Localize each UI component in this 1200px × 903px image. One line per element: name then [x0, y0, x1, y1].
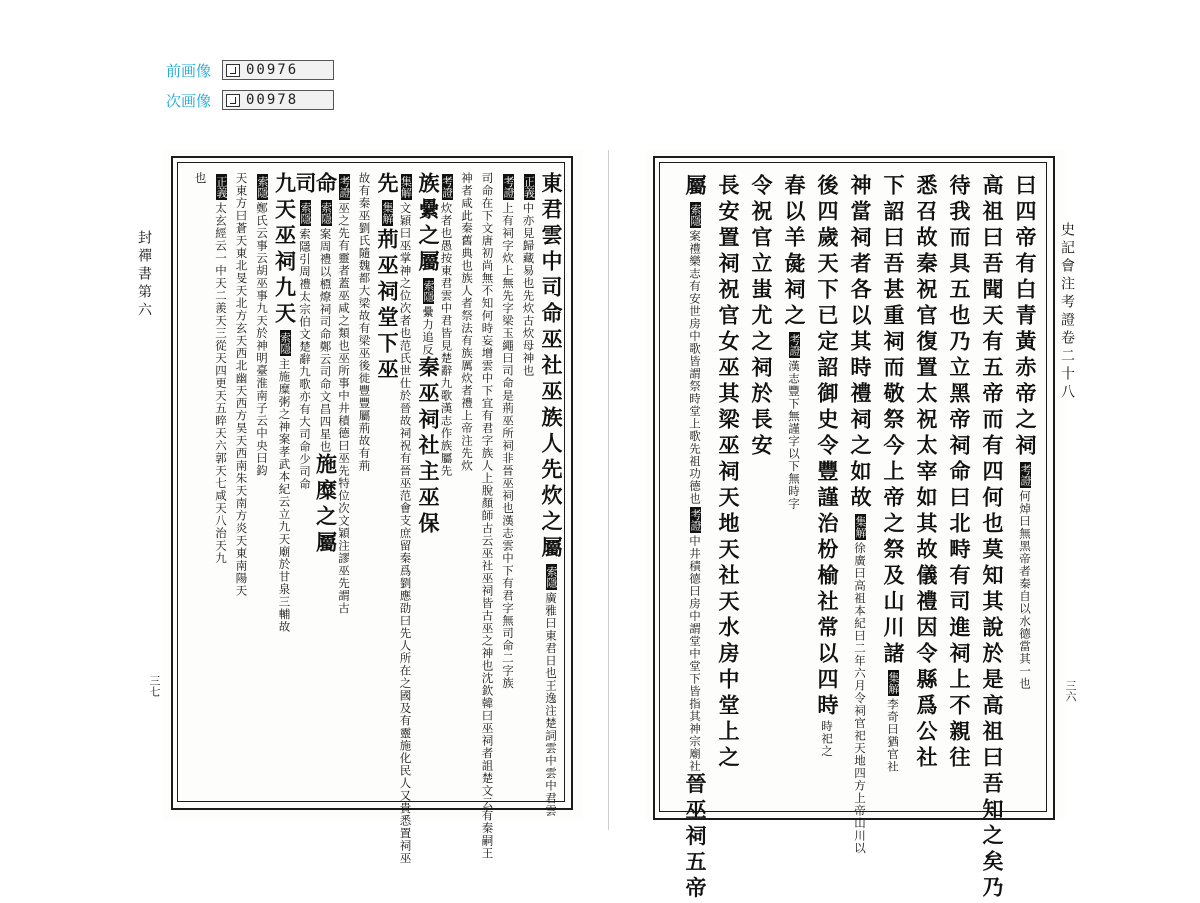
annotation-tag: 考證 [502, 176, 515, 198]
text-column [193, 172, 209, 185]
text-column [295, 172, 316, 491]
right-book-page [645, 150, 1077, 903]
text-column [418, 172, 439, 538]
left-page-title: 封禪書第六 [136, 230, 152, 320]
annotation-tag: 正義 [522, 176, 536, 198]
commentary-text: 天東方曰蒼天東北旻天北方玄天西北幽天西方昊天西南朱天南方炎天東南陽天 [234, 172, 249, 597]
text-column [949, 174, 970, 772]
text-column [521, 172, 537, 377]
commentary-text: 故有秦巫劉氏隨魏都大梁故有梁巫後徙豐豐屬荊故有荊 [357, 172, 372, 472]
text-column [313, 172, 339, 557]
commentary-text: 漢志豐下無謹字以下無時字 [787, 360, 801, 510]
commentary-text: 漢志雲中下有君字無司命二字族 [501, 514, 515, 690]
main-text: 令祝官立蚩尤之祠於長安 [749, 174, 774, 460]
annotation-tag: 索隱 [545, 566, 558, 588]
text-column [718, 174, 739, 772]
text-column [683, 174, 708, 903]
annotation-tag: 索隱 [299, 202, 312, 224]
text-column [213, 172, 229, 565]
annotation-tag: 考證 [1019, 464, 1032, 486]
main-text: 曰四帝有白青黃赤帝之祠 [1013, 174, 1038, 460]
commentary-text: 事云胡巫事九天於神明臺淮南子云中央曰鈞 [255, 239, 269, 477]
commentary-text: 應劭曰先人所在之國及有靈施化民人又貴悉置祠巫 [398, 589, 413, 865]
main-text: 先 [375, 172, 400, 198]
text-column [234, 172, 250, 597]
text-column [980, 174, 1005, 902]
text-column [500, 172, 516, 690]
commentary-text: 徐廣曰高祖本紀曰二年六月令祠官祀天地四方上帝山川以 [853, 542, 867, 855]
text-column [916, 174, 937, 772]
commentary-text: 李奇曰猶官社 [886, 698, 900, 773]
main-text: 神當祠者各以其時禮祠之如故 [848, 174, 873, 512]
prev-image-number: 00976 [246, 62, 299, 78]
text-column [751, 174, 772, 460]
commentary-text: 中井積德曰房中謂堂中堂下皆指其神宗廟社 [688, 535, 702, 773]
annotation-tag: 索隱 [689, 204, 702, 226]
main-text: 秦巫祠社主巫保 [416, 356, 441, 538]
commentary-text: 鄭氏云 [255, 202, 269, 240]
commentary-text: 炊者也愚按東君雲中君皆見楚辭九歌漢志作族屬 [439, 202, 454, 465]
commentary-text: 文穎曰巫掌神之位次者也范氏世仕於晉故祠祝有晉巫范會支庶留秦爲劉 [398, 202, 413, 590]
text-column [817, 174, 838, 758]
commentary-text: 司命在下文唐初尚無不知何時妄增雲中下宜有君字族人上脫 [480, 172, 495, 497]
text-column [272, 172, 298, 633]
text-column [539, 172, 564, 817]
text-column [357, 172, 373, 472]
text-column [459, 172, 475, 472]
commentary-text: 太玄經云一中天二羨天三從天四更天五睟天六郭天七咸天八治天九 [214, 202, 228, 565]
commentary-text: 案禮樂志有安世房中歌皆謂祭時堂上歌先祖功德也 [688, 230, 702, 505]
commentary-text: 時祀之 [820, 720, 834, 758]
image-frame-icon [226, 64, 240, 77]
main-text: 高祖曰吾聞天有五帝而有四何也莫知其說於是高祖曰吾知之矣乃 [980, 174, 1005, 902]
main-text: 長安置祠祝官女巫其梁巫祠天地天社天水房中堂上之 [716, 174, 741, 772]
annotation-tag: 考證 [689, 509, 702, 531]
main-text: 族纍之屬 [416, 172, 441, 276]
annotation-tag: 正義 [215, 176, 228, 198]
commentary-text: 顏師古云巫社巫祠皆古巫之神也沈欽韓曰巫祠者詛楚文云有秦嗣王 [480, 497, 495, 860]
commentary-text: 巫之先有靈者蓋巫咸之類也巫所事中井積德曰巫先特位次文穎注謬 [337, 202, 351, 565]
commentary-text: 主施糜粥之神 [277, 358, 292, 433]
main-text: 命 [313, 172, 339, 198]
text-column [480, 172, 496, 860]
commentary-text: 上有祠字炊上無先字梁玉繩曰司命是荊巫所祠非晉巫祠也 [501, 202, 515, 515]
main-text: 九天巫祠九天 [272, 172, 298, 328]
main-text: 悉召故秦祝官復置太祝太宰如其故儀禮因令縣爲公社 [914, 174, 939, 772]
commentary-text: 案孝武本紀云立九天廟於甘泉三輔故 [277, 433, 292, 633]
main-text: 東君雲中司命巫社巫族人先炊之屬 [539, 172, 564, 562]
text-column [377, 172, 398, 384]
prev-image-button[interactable] [222, 60, 334, 80]
commentary-text: 巫先謂古 [337, 564, 351, 615]
next-image-link[interactable]: 次画像 [166, 91, 212, 110]
commentary-text: 神者咸此秦舊典也族人者祭法有族厲炊者禮上帝注先炊 [460, 172, 474, 472]
main-text: 下詔曰吾甚重祠而敬祭今上帝之祭及山川諸 [881, 174, 906, 668]
annotation-tag: 考證 [338, 176, 351, 198]
annotation-tag: 考證 [440, 176, 454, 198]
commentary-text: 先炊古炊母神也 [521, 289, 536, 377]
main-text: 荊巫祠堂下巫 [375, 228, 400, 384]
annotation-tag: 考證 [788, 334, 801, 356]
left-book-page [136, 150, 583, 865]
text-column [1015, 174, 1036, 690]
main-text: 施糜之屬 [313, 453, 339, 557]
text-column [254, 172, 270, 477]
commentary-text: 先 [439, 464, 454, 477]
next-image-number: 00978 [246, 92, 299, 108]
main-text: 屬 [683, 174, 708, 200]
main-text: 晉巫祠五帝 [683, 772, 708, 903]
right-page-header: 史記會注考證卷二十八 [1059, 222, 1075, 402]
right-page-number: 三六 [1064, 680, 1077, 702]
main-text: 司 [293, 172, 318, 198]
main-text: 春以羊彘祠之 [782, 174, 807, 330]
annotation-tag: 集解 [854, 516, 867, 538]
commentary-text: 廣雅曰東君日也王逸注楚詞雲中雲中君雲 [544, 592, 558, 817]
annotation-tag: 集解 [381, 202, 394, 224]
annotation-tag: 索隱 [422, 280, 435, 302]
text-column [848, 174, 873, 855]
commentary-text: 也 [193, 172, 208, 185]
annotation-tag: 集解 [887, 672, 900, 694]
commentary-text: 中亦見歸藏易也 [521, 202, 536, 290]
main-text: 待我而具五也乃立黑帝祠命曰北畤有司進祠上不親往 [947, 174, 972, 772]
main-text: 後四歲天下已定詔御史令豐謹治枌榆社常以四時 [815, 174, 840, 720]
left-page-number: 三七 [148, 675, 161, 697]
prev-image-nav [166, 59, 334, 81]
text-column [883, 174, 904, 773]
annotation-tag: 索隱 [256, 176, 269, 198]
book-spine [608, 150, 609, 830]
next-image-nav [166, 89, 334, 111]
commentary-text: 案周禮以槱燎祠司命鄭云司命文昌四星也 [318, 228, 333, 453]
annotation-tag: 索隱 [319, 202, 333, 224]
prev-image-link[interactable]: 前画像 [166, 61, 212, 80]
commentary-text: 何焯曰無黑帝者秦自以水德當其一也 [1018, 490, 1032, 690]
commentary-text: 纍力追反 [421, 306, 435, 356]
annotation-tag: 集解 [399, 176, 413, 198]
text-column [784, 174, 805, 510]
annotation-tag: 索隱 [278, 332, 292, 354]
commentary-text: 索隱引周禮太宗伯文楚辭九歌亦有大司命少司命 [298, 228, 312, 491]
next-image-button[interactable] [222, 90, 334, 110]
image-frame-icon [226, 94, 240, 107]
